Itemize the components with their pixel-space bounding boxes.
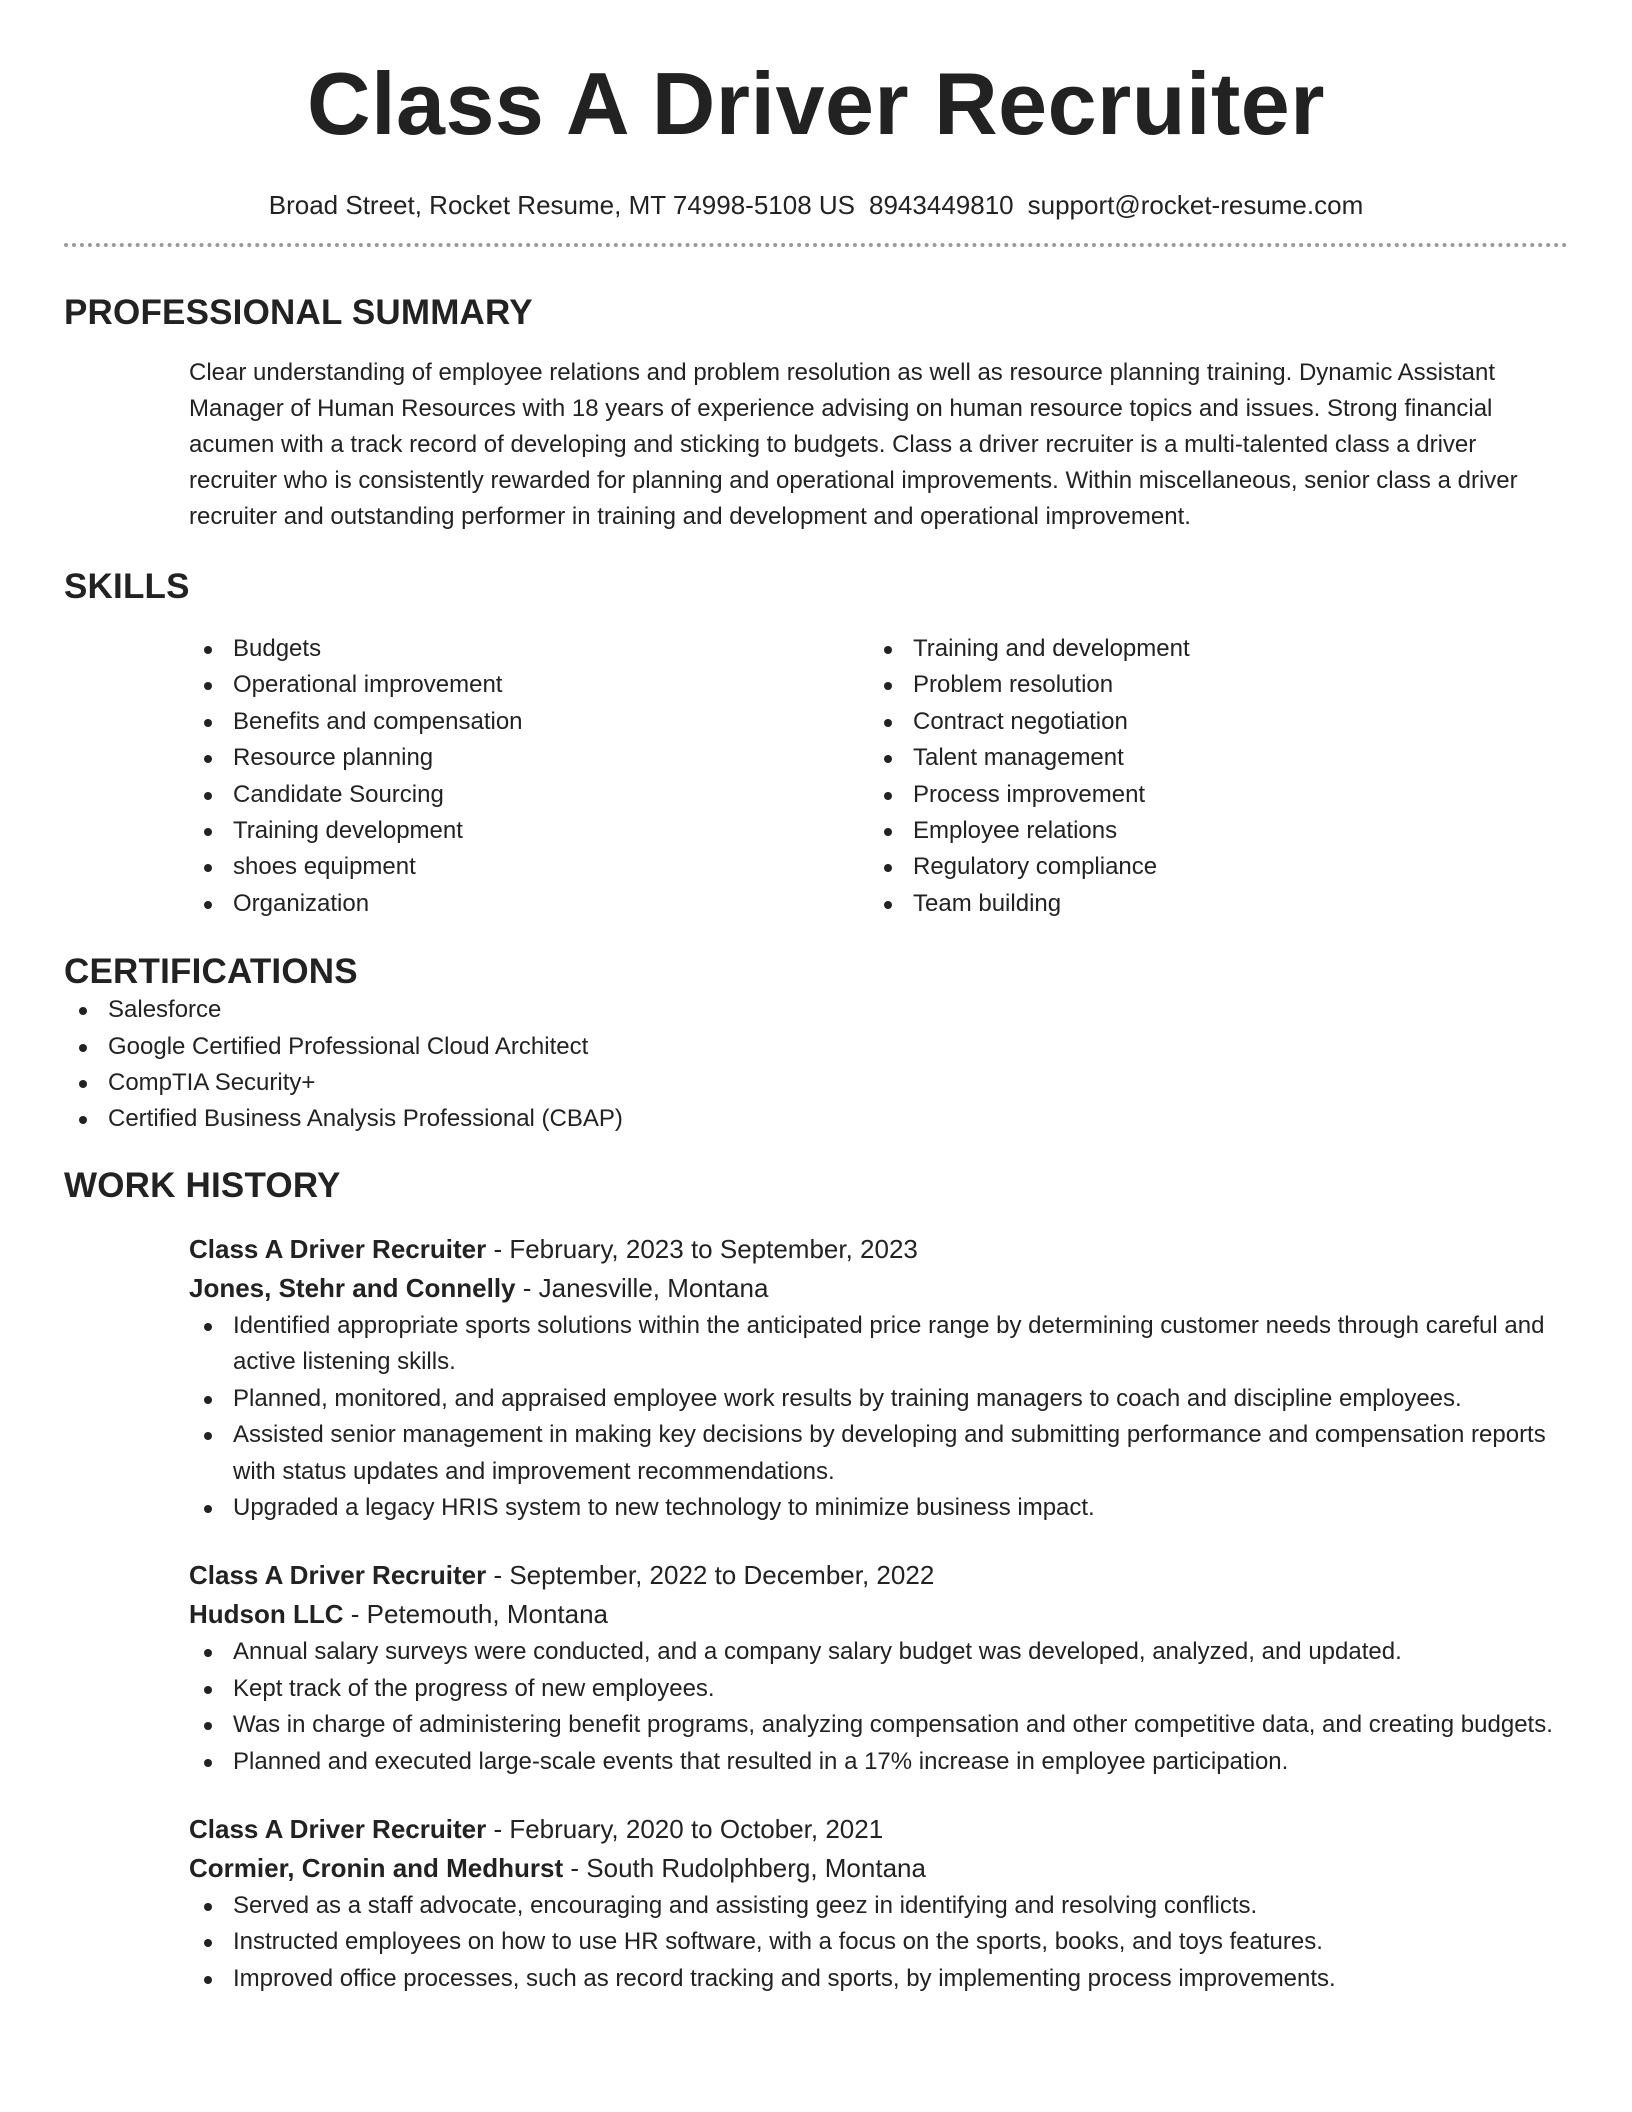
skill-item: Organization bbox=[189, 886, 869, 922]
job-location: - South Rudolphberg, Montana bbox=[563, 1852, 926, 1883]
job-company-line bbox=[189, 1595, 1568, 1634]
skill-item: Team building bbox=[869, 886, 1549, 922]
skill-item: Employee relations bbox=[869, 813, 1549, 849]
job-company: Cormier, Cronin and Medhurst bbox=[189, 1852, 564, 1883]
job-bullet: Improved office processes, such as record tracking and sports, by implementing process improvements. bbox=[189, 1961, 1568, 1997]
job-company: Hudson LLC bbox=[189, 1599, 344, 1630]
certifications-list bbox=[64, 992, 1568, 1138]
job-bullets bbox=[189, 1308, 1568, 1526]
phone: 8943449810 bbox=[869, 190, 1014, 220]
job-bullet: Was in charge of administering benefit programs, analyzing compensation and other competitive data, and creating budgets. bbox=[189, 1707, 1568, 1743]
skills-grid bbox=[189, 631, 1568, 922]
job-title-line bbox=[189, 1230, 1568, 1269]
job-bullet: Annual salary surveys were conducted, and a company salary budget was developed, analyzed, and updated. bbox=[189, 1634, 1568, 1670]
certification-item: Google Certified Professional Cloud Architect bbox=[64, 1029, 1568, 1065]
skill-item: Contract negotiation bbox=[869, 704, 1549, 740]
job-bullet: Planned and executed large-scale events that resulted in a 17% increase in employee participation. bbox=[189, 1744, 1568, 1780]
skill-item: Talent management bbox=[869, 740, 1549, 776]
address: Broad Street, Rocket Resume, MT 74998-5108 US bbox=[268, 190, 856, 220]
skills-heading: SKILLS bbox=[64, 567, 190, 606]
candidate-name: Class A Driver Recruiter bbox=[307, 54, 1325, 153]
skill-item: Operational improvement bbox=[189, 667, 869, 703]
job-dates: - September, 2022 to December, 2022 bbox=[486, 1560, 935, 1591]
skill-item: Candidate Sourcing bbox=[189, 777, 869, 813]
job-title: Class A Driver Recruiter bbox=[189, 1233, 487, 1264]
job-bullet: Identified appropriate sports solutions within the anticipated price range by determining customer needs through careful and active listening skills. bbox=[189, 1308, 1568, 1381]
header-divider bbox=[64, 243, 1568, 247]
summary-heading: PROFESSIONAL SUMMARY bbox=[64, 293, 533, 332]
skill-item: Process improvement bbox=[869, 777, 1549, 813]
skill-item: Benefits and compensation bbox=[189, 704, 869, 740]
job-bullet: Planned, monitored, and appraised employee work results by training managers to coach and discipline employees. bbox=[189, 1381, 1568, 1417]
job-title: Class A Driver Recruiter bbox=[189, 1813, 487, 1844]
work-history-heading: WORK HISTORY bbox=[64, 1165, 341, 1205]
job-dates: - February, 2020 to October, 2021 bbox=[486, 1813, 884, 1844]
contact-line bbox=[64, 189, 1568, 221]
skills-list-right bbox=[869, 631, 1549, 922]
job-entry bbox=[189, 1230, 1568, 1526]
job-bullets bbox=[189, 1634, 1568, 1780]
job-dates: - February, 2023 to September, 2023 bbox=[486, 1233, 918, 1264]
certifications-heading: CERTIFICATIONS bbox=[64, 952, 358, 992]
job-location: - Petemouth, Montana bbox=[343, 1599, 609, 1630]
certification-item: Salesforce bbox=[64, 992, 1568, 1028]
job-company-line bbox=[189, 1269, 1568, 1308]
skill-item: Training and development bbox=[869, 631, 1549, 667]
summary-text: Clear understanding of employee relations and problem resolution as well as resource planning training. Dynamic Assistant Manager of Human Resources with 18 years of experience advising on human resource topics and issues. Strong financial acumen with a track record of developing and sticking to budgets. Class a driver recruiter is a multi-talented class a driver recruiter who is consistently rewarded for planning and operational improvements. Within miscellaneous, senior class a driver recruiter and outstanding performer in training and development and operational improvement. bbox=[189, 359, 1518, 530]
job-company: Jones, Stehr and Connelly bbox=[189, 1272, 516, 1303]
job-title-line bbox=[189, 1556, 1568, 1595]
job-bullet: Assisted senior management in making key decisions by developing and submitting performance and compensation reports with status updates and improvement recommendations. bbox=[189, 1417, 1568, 1490]
certification-item: CompTIA Security+ bbox=[64, 1065, 1568, 1101]
job-bullet: Served as a staff advocate, encouraging and assisting geez in identifying and resolving conflicts. bbox=[189, 1888, 1568, 1924]
email: support@rocket-resume.com bbox=[1027, 190, 1364, 220]
job-bullets bbox=[189, 1888, 1568, 1997]
job-company-line bbox=[189, 1849, 1568, 1888]
skill-item: Regulatory compliance bbox=[869, 849, 1549, 885]
job-entry bbox=[189, 1810, 1568, 1997]
job-entry bbox=[189, 1556, 1568, 1780]
skill-item: Training development bbox=[189, 813, 869, 849]
certification-item: Certified Business Analysis Professional (CBAP) bbox=[64, 1101, 1568, 1137]
skills-list-left bbox=[189, 631, 869, 922]
skill-item: shoes equipment bbox=[189, 849, 869, 885]
job-title-line bbox=[189, 1810, 1568, 1849]
skill-item: Resource planning bbox=[189, 740, 869, 776]
skill-item: Budgets bbox=[189, 631, 869, 667]
job-bullet: Instructed employees on how to use HR software, with a focus on the sports, books, and toys features. bbox=[189, 1924, 1568, 1960]
skill-item: Problem resolution bbox=[869, 667, 1549, 703]
job-title: Class A Driver Recruiter bbox=[189, 1560, 487, 1591]
job-location: - Janesville, Montana bbox=[515, 1272, 769, 1303]
job-bullet: Kept track of the progress of new employees. bbox=[189, 1671, 1568, 1707]
job-bullet: Upgraded a legacy HRIS system to new technology to minimize business impact. bbox=[189, 1490, 1568, 1526]
